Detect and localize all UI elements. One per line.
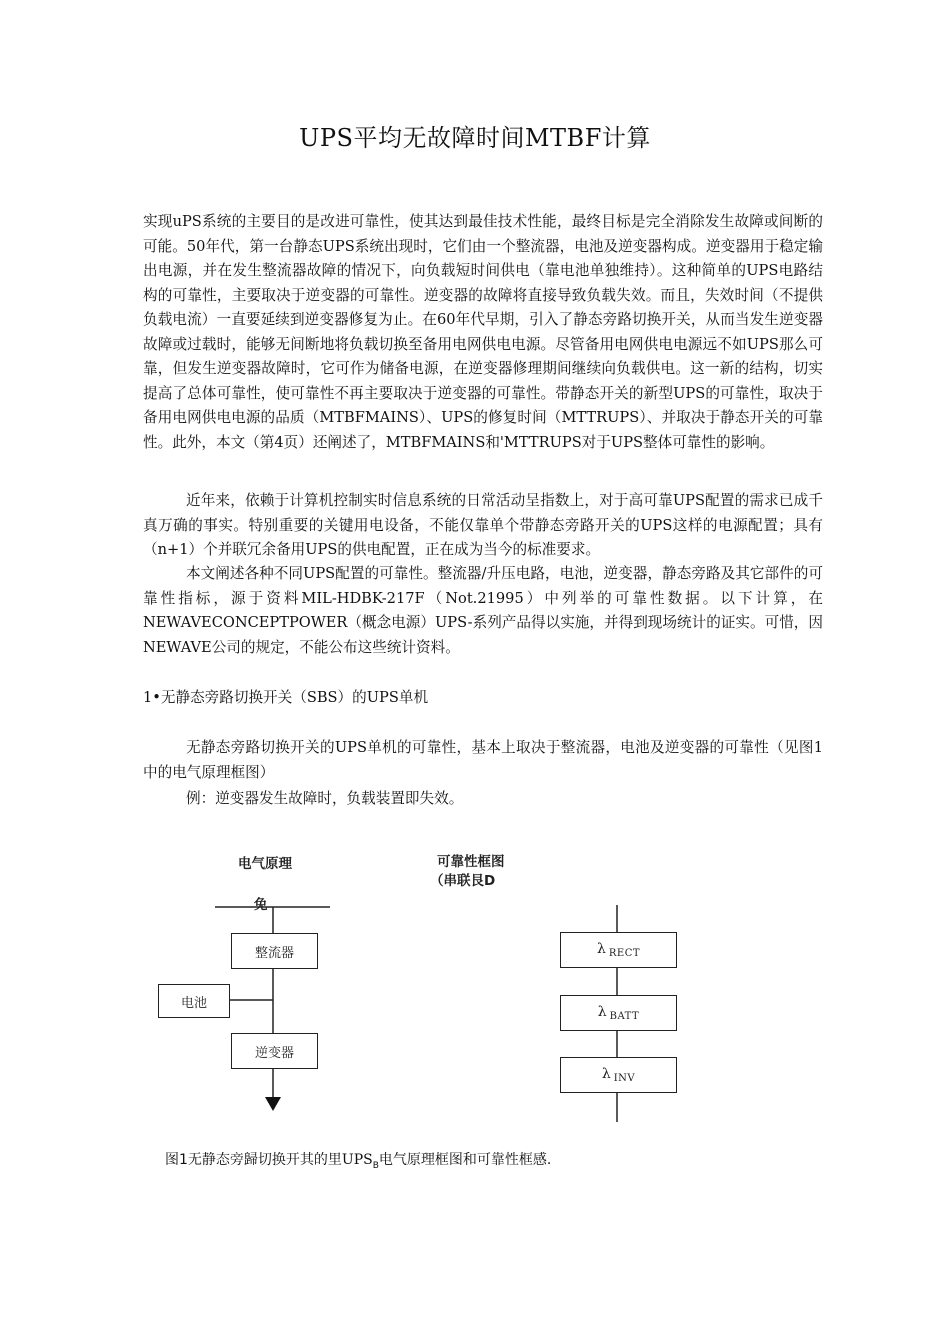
figure-caption: 图1无静态旁歸切换开其的里$UPS_B$电气原理框图和可靠性框感. bbox=[165, 1152, 552, 1171]
battery-box bbox=[158, 984, 230, 1018]
section-paragraph-1: 无静态旁路切换开关的UPS单机的可靠性，基本上取决于整流器，电池及逆变器的可靠性（见图1中的电气原理框图） bbox=[143, 739, 823, 781]
rectifier-box bbox=[231, 933, 318, 969]
schematic-title-cut: 免 bbox=[254, 897, 268, 913]
lambda-batt-box bbox=[560, 995, 677, 1031]
document-title: UPS平均无故障时间MTBF计算 bbox=[299, 124, 651, 152]
rectifier-label: 整流器 bbox=[254, 945, 294, 961]
lambda-inv-box bbox=[560, 1057, 677, 1093]
intro-paragraph: 实现uPS系统的主要目的是改进可靠性，使其达到最佳技术性能，最终目标是完全消除发生故障或间断的可能。50年代，第一台静态UPS系统出现时，它们由一个整流器，电池及逆变器构成。逆变器用于稳定输出电源，并在发生整流器故障的情况下，向负载短时间供电（靠电池单独维持）。这种简单的UPS电路结构的可靠性，主要取决于逆变器的可靠性。逆变器的故障将直接导致负载失效。而且，失效时间（不提供负载电流）一直要延续到逆变器修复为止。在60年代早期，引入了静态旁路切换开关，从而当发生逆变器故障或过载时，能够无间断地将负载切换至备用电网供电电源。尽管备用电网供电电源远不如UPS那么可靠，但发生逆变器故障时，它可作为储备电源，在逆变器修理期间继续向负载供电。这一新的结构，切实提高了总体可靠性，使可靠性不再主要取决于逆变器的可靠性。带静态开关的新型UPS的可靠性，取决于备用电网供电电源的品质（MTBFMAINS）、UPS的修复时间（MTTRUPS）、并取决于静态开关的可靠性。此外，本文（第4页）还阐述了，MTBFMAINS和'MTTRUPS对于UPS整体可靠性的影响。 bbox=[143, 213, 823, 451]
inverter-box bbox=[231, 1033, 318, 1069]
section-paragraph-2: 例：逆变器发生故障时，负载装置即失效。 bbox=[186, 790, 464, 807]
inverter-label: 逆变器 bbox=[254, 1045, 294, 1061]
schematic-title: 电气原理 bbox=[238, 856, 292, 872]
battery-label: 电池 bbox=[180, 995, 207, 1011]
lambda-rect: λ $_{RECT}$ bbox=[596, 941, 641, 959]
paragraph-3: 本文阐述各种不同UPS配置的可靠性。整流器/升压电路，电池，逆变器，静态旁路及其它部件的可靠性指标，源于资料MIL-HDBK-217F（Not.21995）中列举的可靠性数据。以下计算，在NEWAVECONCEPTPOWER（概念电源）UPS-系列产品得以实施，并得到现场统计的证实。可惜，因NEWAVE公司的规定，不能公布这些统计资料。 bbox=[143, 565, 823, 656]
paragraph-2: 近年来，依赖于计算机控制实时信息系统的日常活动呈指数上，对于高可靠UPS配置的需求已成千真万确的事实。特别重要的关键用电设备，不能仅靠单个带静态旁路开关的UPS这样的电源配置；具有（n+1）个并联冗余备用UPS的供电配置，正在成为当今的标准要求。 bbox=[143, 492, 823, 558]
lambda-rect-box bbox=[560, 932, 677, 968]
rbd-subtitle: （串联艮D bbox=[430, 873, 496, 889]
lambda-batt: λ $_{BATT}$ bbox=[597, 1004, 640, 1022]
rbd-title: 可靠性框图 bbox=[437, 854, 505, 870]
figure-1 bbox=[0, 840, 950, 1140]
section-heading: 1•无静态旁路切换开关（SBS）的UPS单机 bbox=[143, 689, 429, 706]
output-arrow bbox=[265, 1097, 281, 1111]
lambda-inv: λ $_{INV}$ bbox=[601, 1066, 636, 1084]
